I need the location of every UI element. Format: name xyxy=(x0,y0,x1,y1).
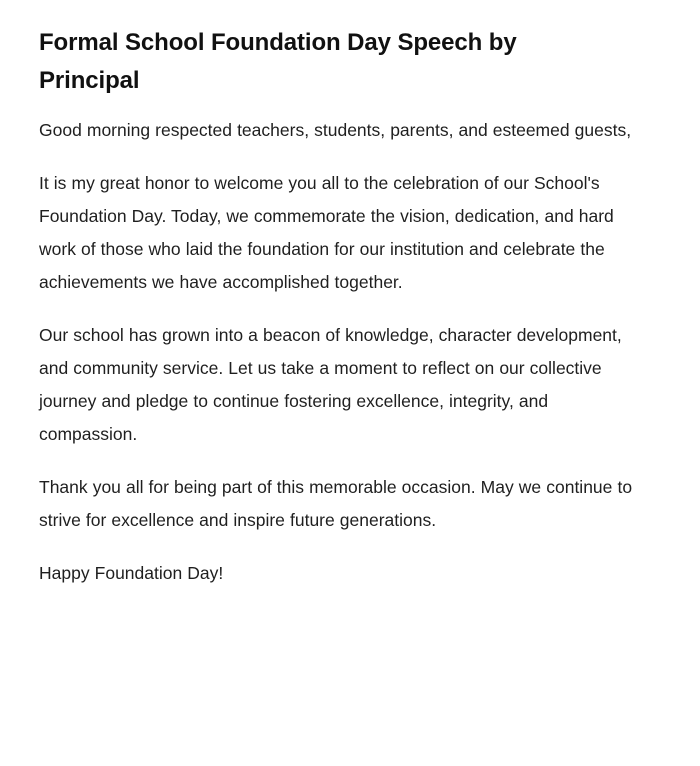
article-body xyxy=(39,114,660,590)
paragraph-growth: Our school has grown into a beacon of knowledge, character development, and community service. Let us take a moment to reflect on our collective journey and pledge to continue fostering excellence, integrity, and compassion. xyxy=(39,325,622,444)
paragraph-closing: Happy Foundation Day! xyxy=(39,563,224,583)
paragraph-thanks: Thank you all for being part of this memorable occasion. May we continue to strive for excellence and inspire future generations. xyxy=(39,477,633,530)
page-title: Formal School Foundation Day Speech by Principal xyxy=(39,29,517,94)
paragraph-greeting: Good morning respected teachers, students, parents, and esteemed guests, xyxy=(39,120,632,140)
paragraph-welcome: It is my great honor to welcome you all to the celebration of our School's Foundation Day. Today, we commemorate the vision, dedication, and hard work of those who laid the foundation for our institution and celebrate the achievements we have accomplished together. xyxy=(39,173,614,292)
